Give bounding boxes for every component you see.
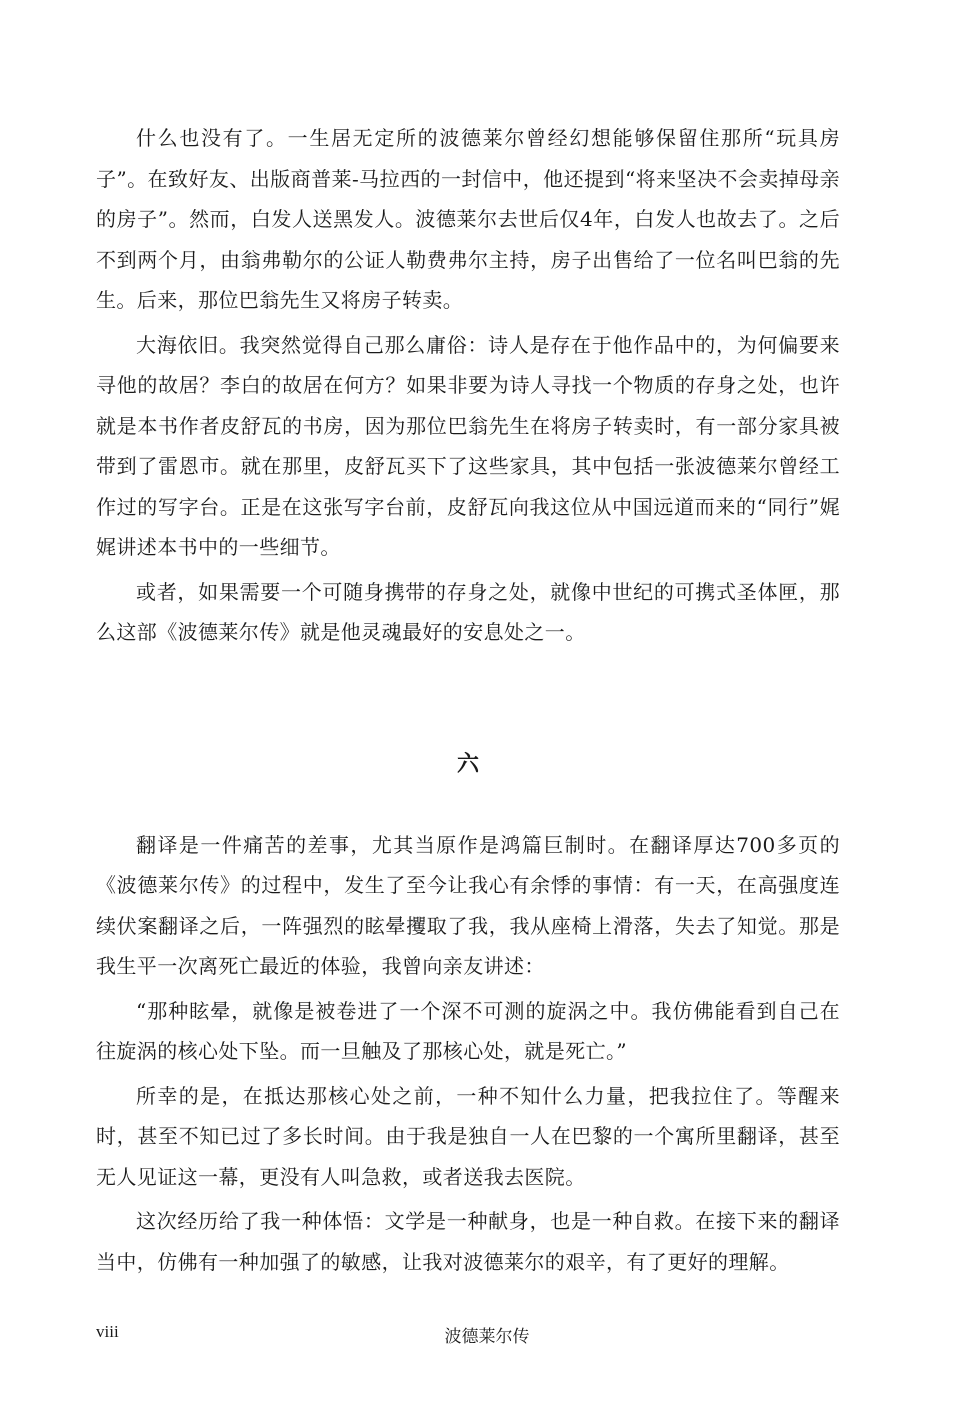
paragraph: 什么也没有了。一生居无定所的波德莱尔曾经幻想能够保留住那所“玩具房子”。在致好友、出版商普莱-马拉西的一封信中，他还提到“将来坚决不会卖掉母亲的房子”。然而，白发人送黑发人。波德莱尔去世后仅4年，白发人也故去了。之后不到两个月，由翁弗勒尔的公证人勒费弗尔主持，房子出售给了一位名叫巴翁的先生。后来，那位巴翁先生又将房子转卖。	[96, 126, 840, 312]
page-body	[96, 118, 840, 1282]
paragraph: “那种眩晕，就像是被卷进了一个深不可测的旋涡之中。我仿佛能看到自己在往旋涡的核心处下坠。而一旦触及了那核心处，就是死亡。”	[96, 998, 840, 1063]
paragraph: 大海依旧。我突然觉得自己那么庸俗：诗人是存在于他作品中的，为何偏要来寻他的故居？李白的故居在何方？如果非要为诗人寻找一个物质的存身之处，也许就是本书作者皮舒瓦的书房，因为那位巴翁先生在将房子转卖时，有一部分家具被带到了雷恩市。就在那里，皮舒瓦买下了这些家具，其中包括一张波德莱尔曾经工作过的写字台。正是在这张写字台前，皮舒瓦向我这位从中国远道而来的“同行”娓娓讲述本书中的一些细节。	[96, 332, 840, 559]
running-footer-title: 波德莱尔传	[444, 1327, 530, 1347]
paragraph: 翻译是一件痛苦的差事，尤其当原作是鸿篇巨制时。在翻译厚达700多页的《波德莱尔传》的过程中，发生了至今让我心有余悸的事情：有一天，在高强度连续伏案翻译之后，一阵强烈的眩晕攫取了我，我从座椅上滑落，失去了知觉。那是我生平一次离死亡最近的体验，我曾向亲友讲述：	[96, 832, 840, 978]
page-number: viii	[96, 1322, 119, 1341]
paragraph: 或者，如果需要一个可随身携带的存身之处，就像中世纪的可携式圣体匣，那么这部《波德莱尔传》就是他灵魂最好的安息处之一。	[96, 579, 840, 644]
section-heading: 六	[456, 750, 479, 777]
paragraph: 这次经历给了我一种体悟：文学是一种献身，也是一种自救。在接下来的翻译当中，仿佛有一种加强了的敏感，让我对波德莱尔的艰辛，有了更好的理解。	[96, 1209, 840, 1274]
paragraph: 所幸的是，在抵达那核心处之前，一种不知什么力量，把我拉住了。等醒来时，甚至不知已过了多长时间。由于我是独自一人在巴黎的一个寓所里翻译，甚至无人见证这一幕，更没有人叫急救，或者送我去医院。	[96, 1083, 840, 1189]
